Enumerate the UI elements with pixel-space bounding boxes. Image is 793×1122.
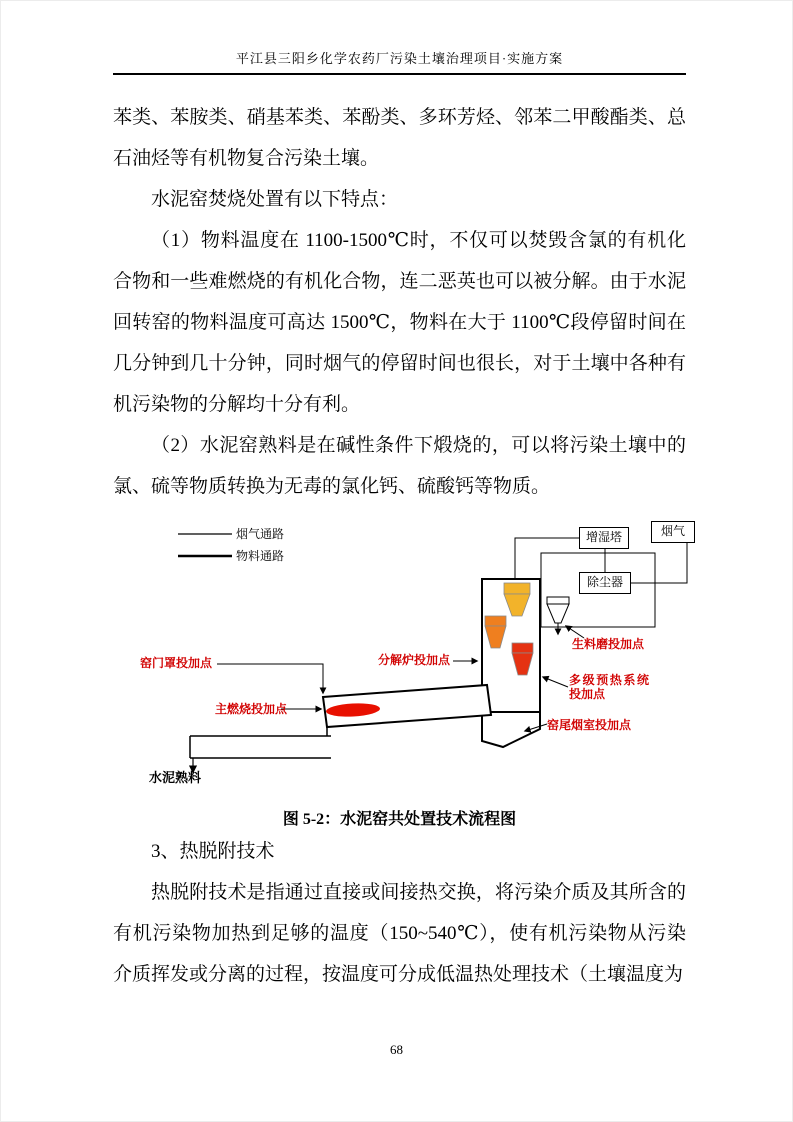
header-title: 平江县三阳乡化学农药厂污染土壤治理项目·实施方案 [235, 51, 564, 66]
clinker-label: 水泥熟料 [149, 770, 202, 785]
paragraph-features-intro: 水泥窑焚烧处置有以下特点： [151, 189, 399, 210]
raw-mill-injection-label: 生料磨投加点 [572, 637, 645, 651]
document-body [1, 97, 792, 995]
preheater-injection-label: 多级预热系统投加点 [569, 673, 649, 701]
header-divider [113, 73, 686, 75]
calciner-injection-label: 分解炉投加点 [378, 653, 451, 667]
flue-gas-box: 烟气 [651, 521, 695, 543]
kiln-tail-injection-label: 窑尾烟室投加点 [547, 718, 632, 732]
page-number: 68 [390, 1042, 403, 1057]
page-footer [1, 1042, 792, 1058]
raw-mill-hopper-shape [547, 597, 569, 634]
legend-material-label: 物料通路 [236, 549, 285, 563]
figure-cement-kiln-process [113, 517, 686, 831]
paragraph-thermal-desorption: 热脱附技术是指通过直接或间接热交换，将污染介质及其所含的有机污染物加热到足够的温度（150~540℃），使有机污染物从污染介质挥发或分离的过程，按温度可分成低温热处理技术（土壤温度为 [113, 882, 686, 985]
paragraph-feature-1: （1）物料温度在 1100-1500℃时，不仅可以焚毁含氯的有机化合物和一些难燃烧的有机化合物，连二恶英也可以被分解。由于水泥回转窑的物料温度可高达 1500℃，物料在大于 1100℃段停留时间在几分钟到几十分钟，同时烟气的停留时间也很长，对于土壤中各种有机污染物的分解均十分有利。 [113, 230, 686, 415]
figure-caption: 图 5-2：水泥窑共处置技术流程图 [282, 811, 517, 828]
kiln-door-injection-label: 窑门罩投加点 [140, 656, 213, 670]
flow-diagram [135, 517, 705, 797]
main-burner-injection-label: 主燃烧投加点 [215, 702, 288, 716]
page-header [1, 1, 792, 75]
paragraph-feature-2: （2）水泥窑熟料是在碱性条件下煅烧的，可以将污染土壤中的氯、硫等物质转换为无毒的氯化钙、硫酸钙等物质。 [113, 435, 686, 497]
heading-thermal-desorption: 3、热脱附技术 [151, 841, 275, 862]
dust-collector-box: 除尘器 [579, 572, 631, 594]
paragraph-pollutants: 苯类、苯胺类、硝基苯类、苯酚类、多环芳烃、邻苯二甲酸酯类、总石油烃等有机物复合污染土壤。 [113, 107, 686, 169]
legend-flue-gas-label: 烟气通路 [236, 527, 285, 541]
clinker-cooler-shape [190, 727, 331, 758]
humidifier-tower-box: 增湿塔 [579, 527, 629, 549]
